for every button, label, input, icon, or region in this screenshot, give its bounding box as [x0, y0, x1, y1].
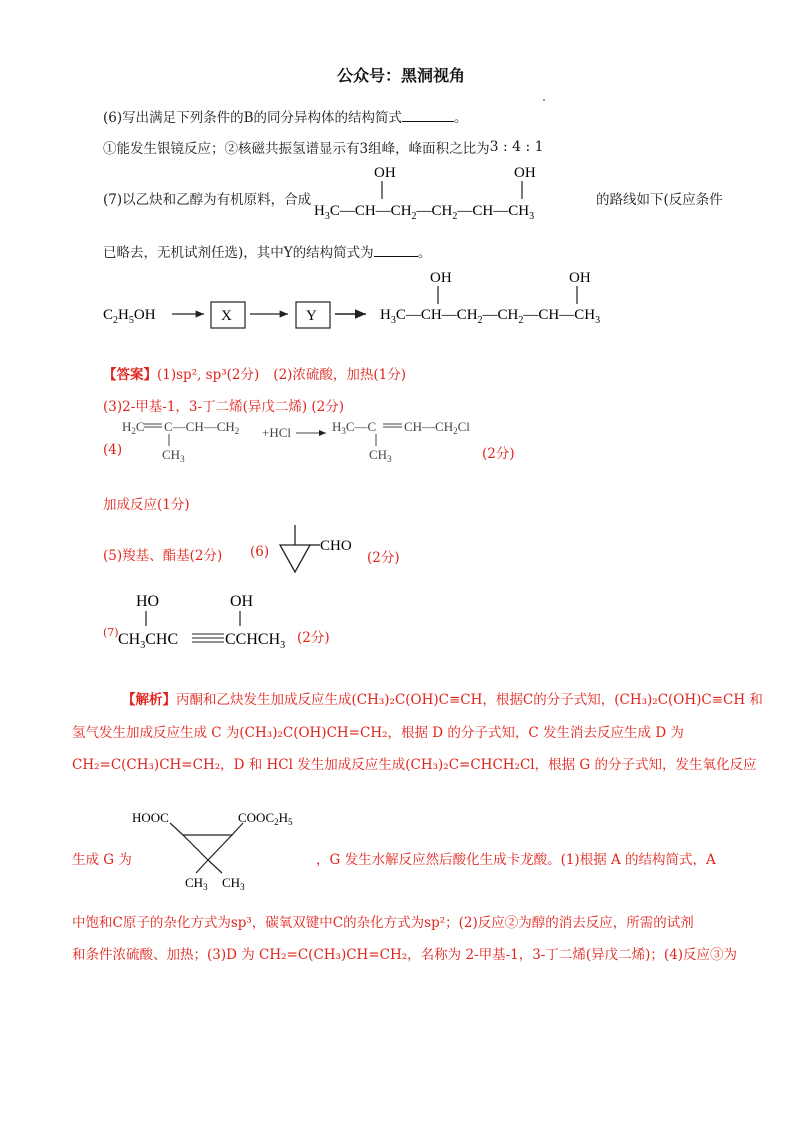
speck: [543, 99, 545, 101]
cooh-group: HOOC: [132, 810, 169, 825]
analysis-line2: 氢气发生加成反应生成 C 为(CH₃)₂C(OH)CH=CH₂，根据 D 的分子式知，C 发生消去反应生成 D 为: [72, 725, 684, 741]
q7-prompt-start: (7)以乙炔和乙醇为有机原料，合成: [103, 192, 312, 208]
answer-5: (5)羧基、酯基(2分): [103, 548, 223, 564]
q7-line2: [103, 241, 431, 261]
analysis-line6: 和条件浓硫酸、加热；(3)D 为 CH₂=C(CH₃)CH=CH₂，名称为 2-甲基-1，3-丁二烯(异戊二烯)；(4)反应③为: [72, 947, 738, 963]
oh-label: OH: [569, 270, 591, 286]
answer-6-structure: [268, 517, 368, 581]
box-y-label: Y: [306, 308, 317, 324]
oh-label: OH: [514, 165, 536, 181]
svg-text:C—CH—CH2: $C—CH—CH_2$: [164, 419, 240, 436]
q6-blank: [402, 109, 454, 122]
answer-7-num: (7): [103, 626, 119, 639]
cyclopropane-ring: [280, 545, 310, 572]
answer-label: 【答案】: [103, 367, 157, 383]
q7-blank: [374, 244, 418, 257]
prenyl-chloride: $H_3C—C$: [332, 419, 377, 436]
answer-4-reaction: [118, 412, 498, 468]
answer-6-score: (2分): [367, 550, 400, 566]
answer-1: (1)sp², sp³(2分): [157, 367, 260, 383]
box-x-label: X: [221, 308, 232, 324]
q6-conditions-text: ①能发生银镜反应；②核磁共振氢谱显示有3组峰，峰面积之比为: [103, 141, 490, 157]
svg-text:CH3: $CH_3$: [369, 447, 392, 464]
cho-group: CHO: [320, 538, 352, 554]
svg-text:CCHCH3: $CCHCH_3$: [225, 631, 286, 651]
q6-end: 。: [454, 110, 468, 126]
route-product: $H_3C—CH—CH_2—CH_2—CH—CH_3$: [380, 307, 601, 326]
cyclopropane-ring: [183, 835, 232, 860]
q7-prompt-end: 的路线如下(反应条件: [596, 192, 723, 208]
synthesis-route: [100, 262, 660, 337]
analysis-line4-end: ，G 发生水解反应然后酸化生成卡龙酸。(1)根据 A 的结构简式，A: [316, 852, 716, 868]
q6-prompt: [103, 106, 468, 126]
answer-6-num: (6): [250, 544, 270, 560]
compound-g-structure: [130, 805, 320, 895]
analysis-text-1: 丙酮和乙炔发生加成反应生成(CH₃)₂C(OH)C≡CH，根据C的分子式知，(CH₃)₂C(OH)C≡CH 和: [176, 692, 763, 708]
isoprene: $H_2C$: [122, 419, 145, 436]
answer-7-score: (2分): [297, 630, 330, 646]
answer-2: (2)浓硫酸，加热(1分): [273, 367, 407, 383]
answer-4-type: 加成反应(1分): [103, 497, 190, 513]
oh-label: HO: [136, 593, 160, 610]
svg-text:CH3: $CH_3$: [162, 447, 185, 464]
analysis-line3: CH₂=C(CH₃)CH=CH₂，D 和 HCl 发生加成反应生成(CH₃)₂C=CHCH₂Cl，根据 G 的分子式知，发生氧化反应: [72, 757, 757, 773]
analysis-line1: [122, 688, 763, 708]
analysis-label: 【解析】: [122, 692, 176, 708]
q7-line2-text: 已略去，无机试剂任选)，其中Y的结构简式为: [103, 245, 374, 261]
chain-text: $H_3C—CH—CH_2—CH_2—CH—CH_3$: [314, 203, 535, 222]
source-header: 公众号：黑洞视角: [337, 66, 466, 85]
answer-4-num: (4): [103, 442, 123, 458]
answer-4-score: (2分): [482, 446, 515, 462]
ester-group: $COOC_2H_5$: [238, 810, 293, 827]
hcl: +HCl: [262, 425, 292, 440]
answer-line1: [103, 363, 406, 383]
svg-text:CH3: $CH_3$: [222, 875, 245, 892]
analysis-line5: 中饱和C原子的杂化方式为sp³，碳氧双键中C的杂化方式为sp²；(2)反应②为醇的消去反应，所需的试剂: [72, 915, 694, 931]
q6-conditions: [103, 137, 544, 157]
oh-label: OH: [430, 270, 452, 286]
analysis-line4-start: 生成 G 为: [72, 852, 132, 868]
svg-text:CH3: $CH_3$: [185, 875, 208, 892]
oh-label: OH: [230, 593, 254, 610]
q7-line2-end: 。: [417, 245, 432, 261]
q6-prompt-text: (6)写出满足下列条件的B的同分异构体的结构简式: [103, 110, 403, 126]
answer-3: (3)2-甲基-1，3-丁二烯(异戊二烯) (2分): [103, 399, 345, 415]
oh-label: OH: [374, 165, 396, 181]
svg-text:CH—CH2Cl: $CH—CH_2Cl$: [404, 419, 470, 436]
q6-ratio: 3 : 4 : 1: [489, 139, 544, 155]
butynediol-chain: $CH_3CHC$: [118, 631, 179, 651]
route-start: $C_2H_5OH$: [103, 307, 156, 326]
q7-target-structure: [308, 160, 608, 230]
